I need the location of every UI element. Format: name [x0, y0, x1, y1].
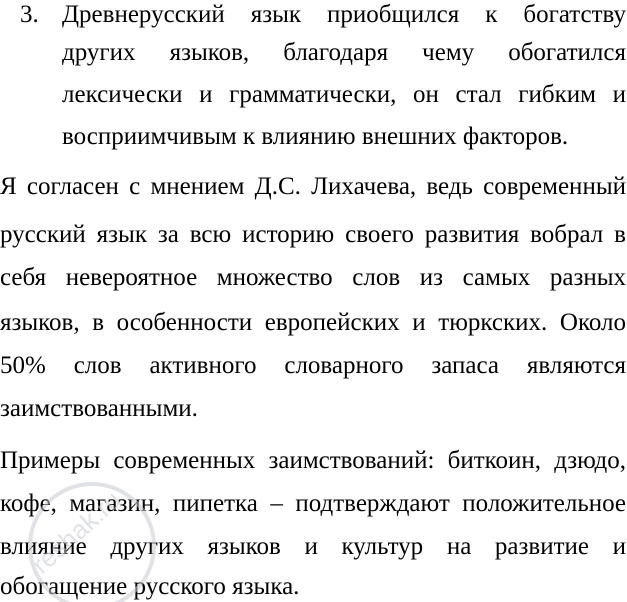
list-number: 3.	[20, 1, 39, 28]
paragraph-line: обогащение русского языка.	[0, 573, 300, 600]
paragraph-line: Примеры современных заимствований: биткоин, дзюдо,	[0, 447, 626, 474]
paragraph-line: языков, в особенности европейских и тюркских. Около	[0, 309, 626, 336]
paragraph-line: кофе, магазин, пипетка – подтверждают положительное	[0, 490, 626, 517]
paragraph-line: влияние других языков и культур на развитие и	[0, 533, 626, 560]
watermark-text: reshak.ru	[25, 484, 127, 580]
paragraph-line: Я согласен с мнением Д.С. Лихачева, ведь современный	[0, 173, 626, 200]
paragraph-line: русский язык за всю историю своего развития вобрал в	[0, 221, 626, 248]
list-item-line: восприимчивым к влиянию внешних факторов.	[62, 123, 569, 150]
list-item-line: Древнерусский язык приобщился к богатству	[62, 1, 626, 28]
paragraph-line: 50% слов активного словарного запаса являются	[0, 352, 626, 379]
list-item-line: других языков, благодаря чему обогатился	[62, 39, 626, 66]
paragraph-line: себя невероятное множество слов из самых разных	[0, 264, 626, 291]
list-item-line: лексически и грамматически, он стал гибким и	[62, 81, 626, 108]
paragraph-line: заимствованными.	[0, 395, 198, 422]
